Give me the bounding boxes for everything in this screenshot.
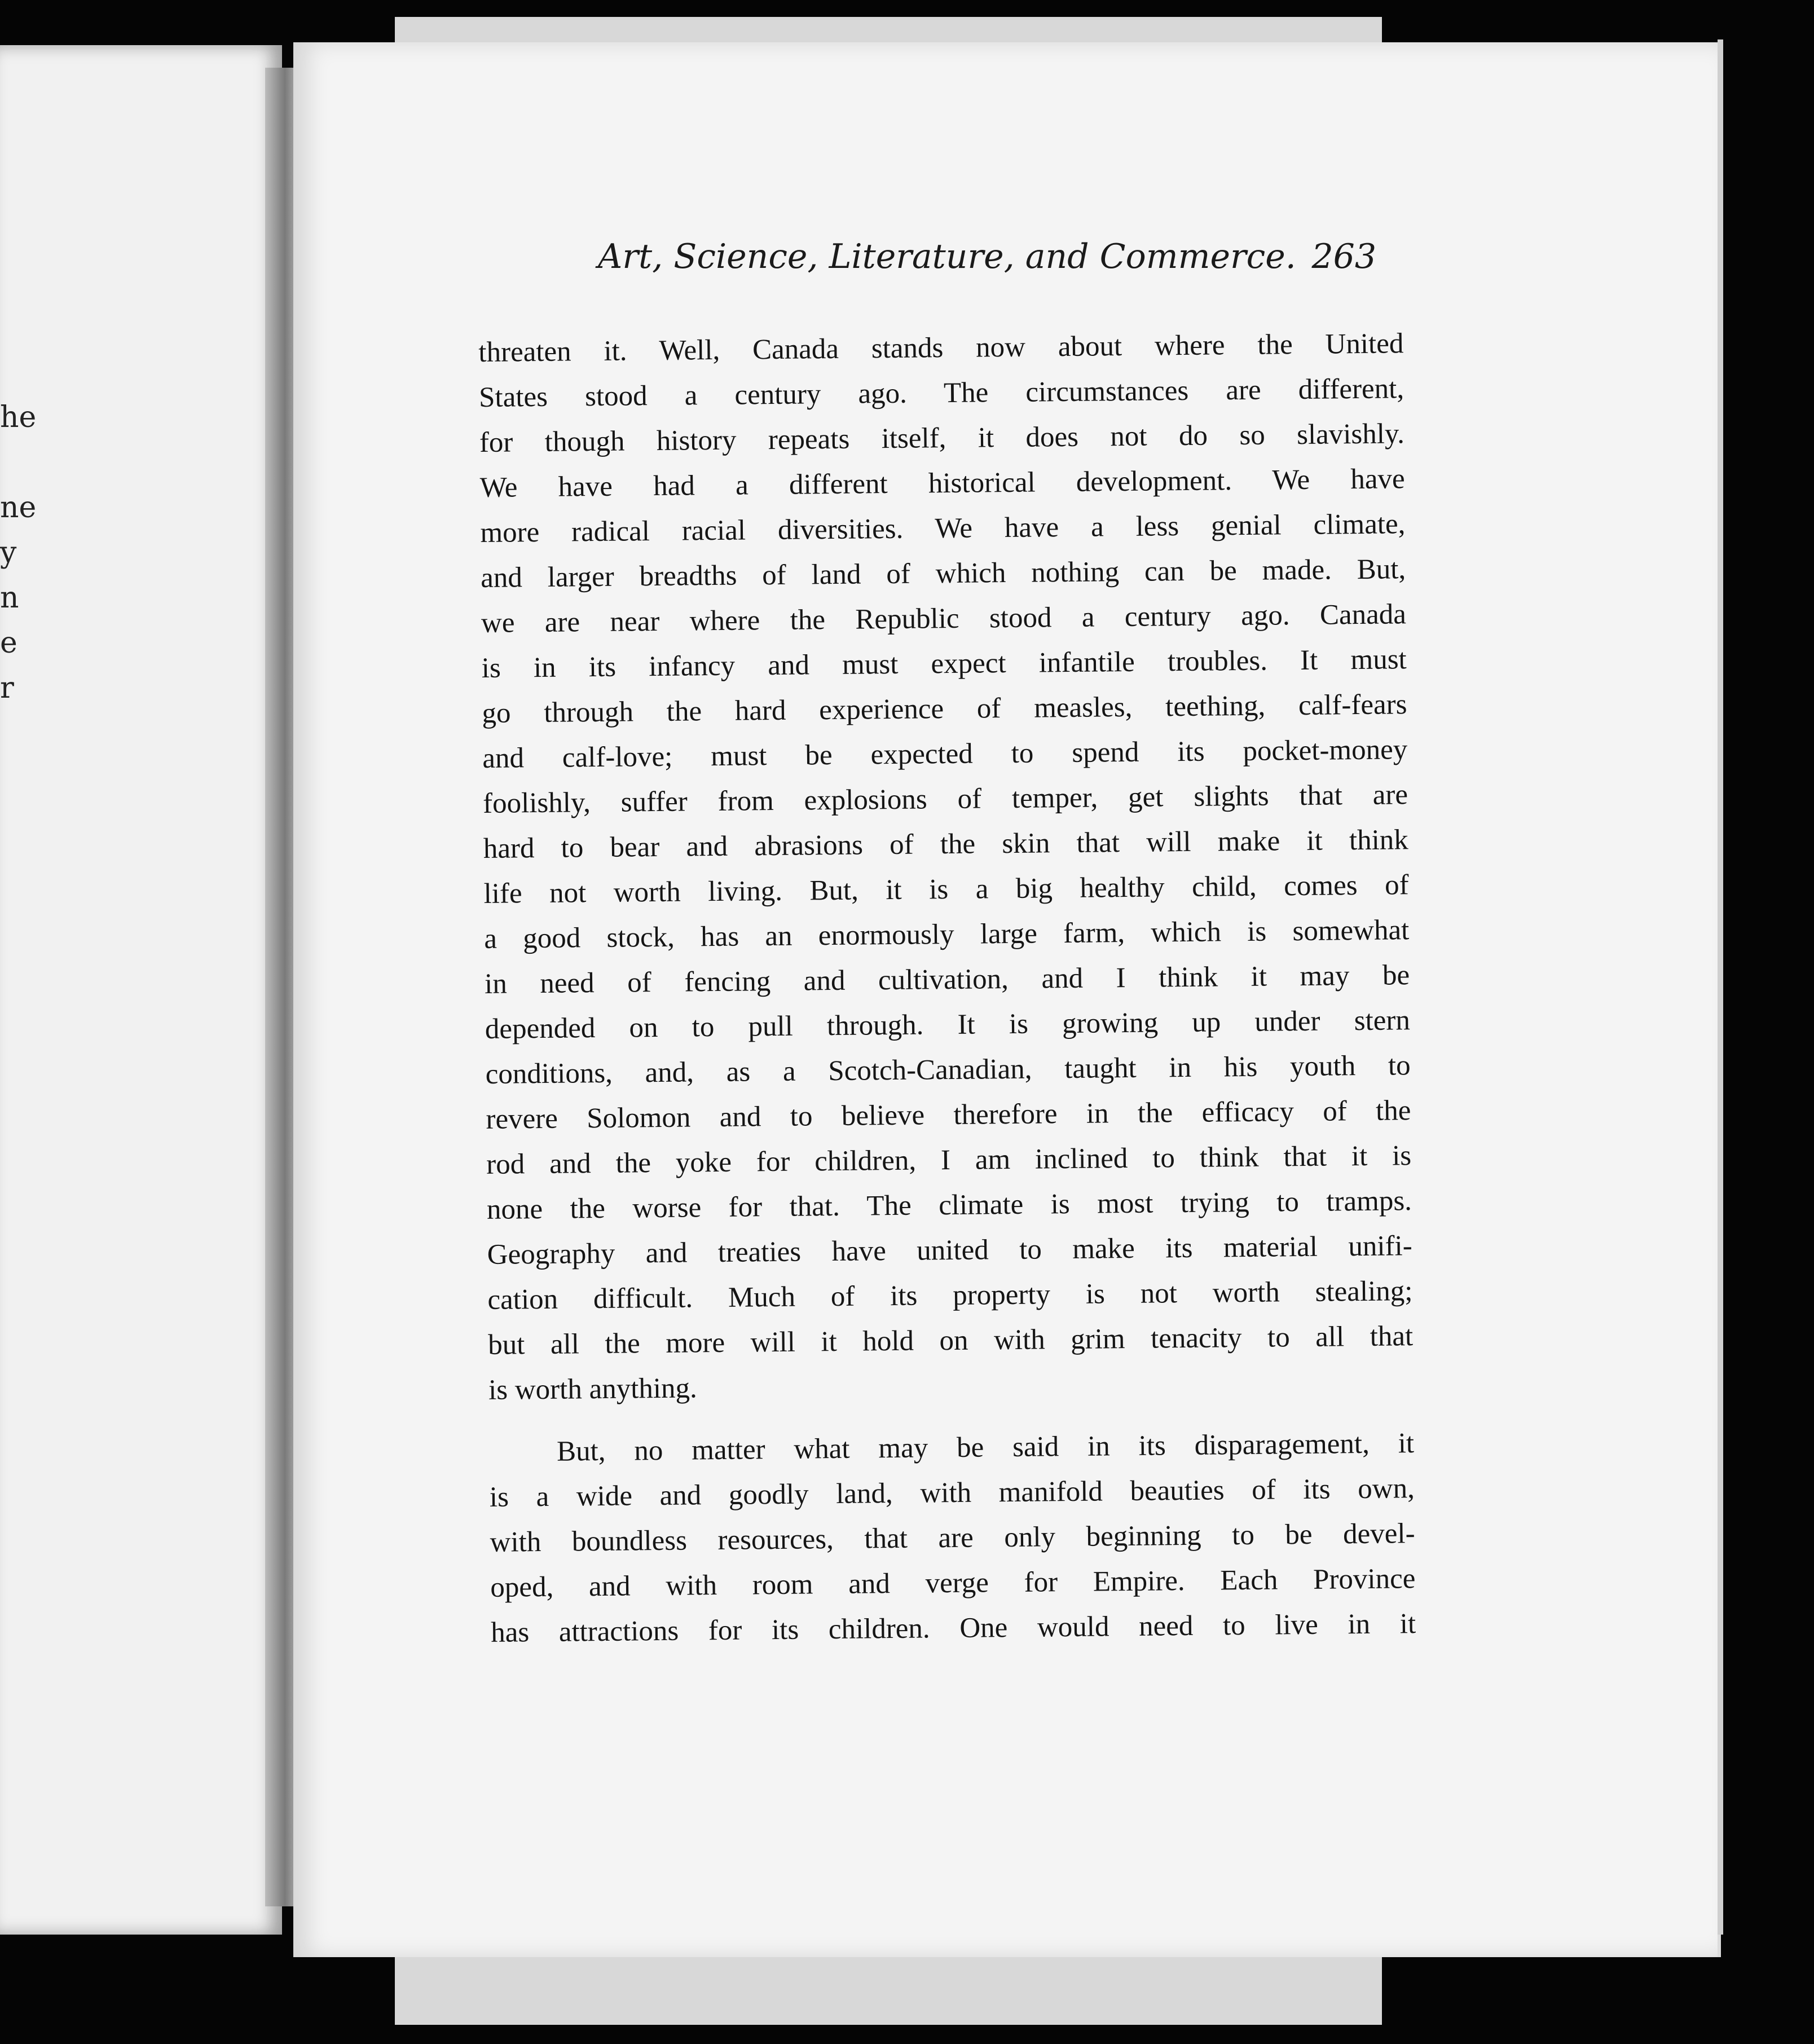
- text-line: revere Solomon and to believe therefore in the efficacy of the: [486, 1095, 1411, 1135]
- text-line: hard to bear and abrasions of the skin that will make it think: [483, 824, 1409, 865]
- facing-fragment: n: [0, 581, 19, 615]
- facing-fragment: y: [0, 536, 17, 570]
- text-line: life not worth living. But, it is a big healthy child, comes of: [483, 869, 1409, 910]
- text-line: go through the hard experience of measles, teething, calf-fears: [482, 689, 1407, 729]
- text-line: a good stock, has an enormously large farm, which is somewhat: [484, 914, 1410, 955]
- text-line: But, no matter what may be said in its disparagement, it: [556, 1428, 1415, 1468]
- text-line: and calf-love; must be expected to spend its pocket-money: [482, 734, 1408, 774]
- paragraph-1: [478, 321, 1414, 1413]
- body-text: [478, 321, 1416, 1655]
- text-line: but all the more will it hold on with grim tenacity to all that: [488, 1320, 1414, 1361]
- text-line: oped, and with room and verge for Empire. Each Province: [490, 1563, 1416, 1604]
- text-line: for though history repeats itself, it does not do so slavishly.: [479, 418, 1405, 459]
- text-line: with boundless resources, that are only beginning to be devel-: [490, 1518, 1415, 1558]
- facing-fragment: he: [0, 400, 37, 434]
- text-line: none the worse for that. The climate is most trying to tramps.: [486, 1185, 1412, 1226]
- page-number: 263: [1311, 237, 1376, 276]
- text-line: threaten it. Well, Canada stands now about where the United: [478, 328, 1404, 368]
- text-line: is worth anything.: [488, 1372, 698, 1406]
- text-line: Geography and treaties have united to make its material unifi-: [487, 1230, 1412, 1271]
- text-line: depended on to pull through. It is growing up under stern: [485, 1005, 1411, 1045]
- text-line: is a wide and goodly land, with manifold beauties of its own,: [489, 1473, 1415, 1513]
- running-head-title: Art, Science, Literature, and Commerce.: [598, 237, 1296, 276]
- text-line: conditions, and, as a Scotch-Canadian, taught in his youth to: [485, 1050, 1411, 1090]
- paragraph-2: [489, 1421, 1416, 1655]
- text-line: rod and the yoke for children, I am inclined to think that it is: [486, 1140, 1412, 1180]
- main-page-edge: [1718, 39, 1723, 1935]
- text-line: more radical racial diversities. We have a less genial climate,: [480, 508, 1406, 549]
- text-line: foolishly, suffer from explosions of temper, get slights that are: [482, 779, 1408, 820]
- text-line: has attractions for its children. One would need to live in it: [490, 1608, 1416, 1649]
- text-line: cation difficult. Much of its property is not worth stealing;: [487, 1275, 1413, 1316]
- text-line: we are near where the Republic stood a century ago. Canada: [481, 598, 1407, 639]
- text-line: We have had a different historical development. We have: [479, 463, 1405, 504]
- text-line: is in its infancy and must expect infantile troubles. It must: [481, 644, 1407, 684]
- text-line: and larger breadths of land of which nothing can be made. But,: [480, 553, 1406, 594]
- facing-fragment: r: [0, 671, 14, 705]
- text-line: in need of fencing and cultivation, and I think it may be: [484, 959, 1410, 1000]
- text-line: States stood a century ago. The circumstances are different,: [478, 373, 1404, 413]
- facing-fragment: e: [0, 626, 17, 660]
- facing-fragment: ne: [0, 491, 37, 525]
- facing-page: [0, 45, 282, 1935]
